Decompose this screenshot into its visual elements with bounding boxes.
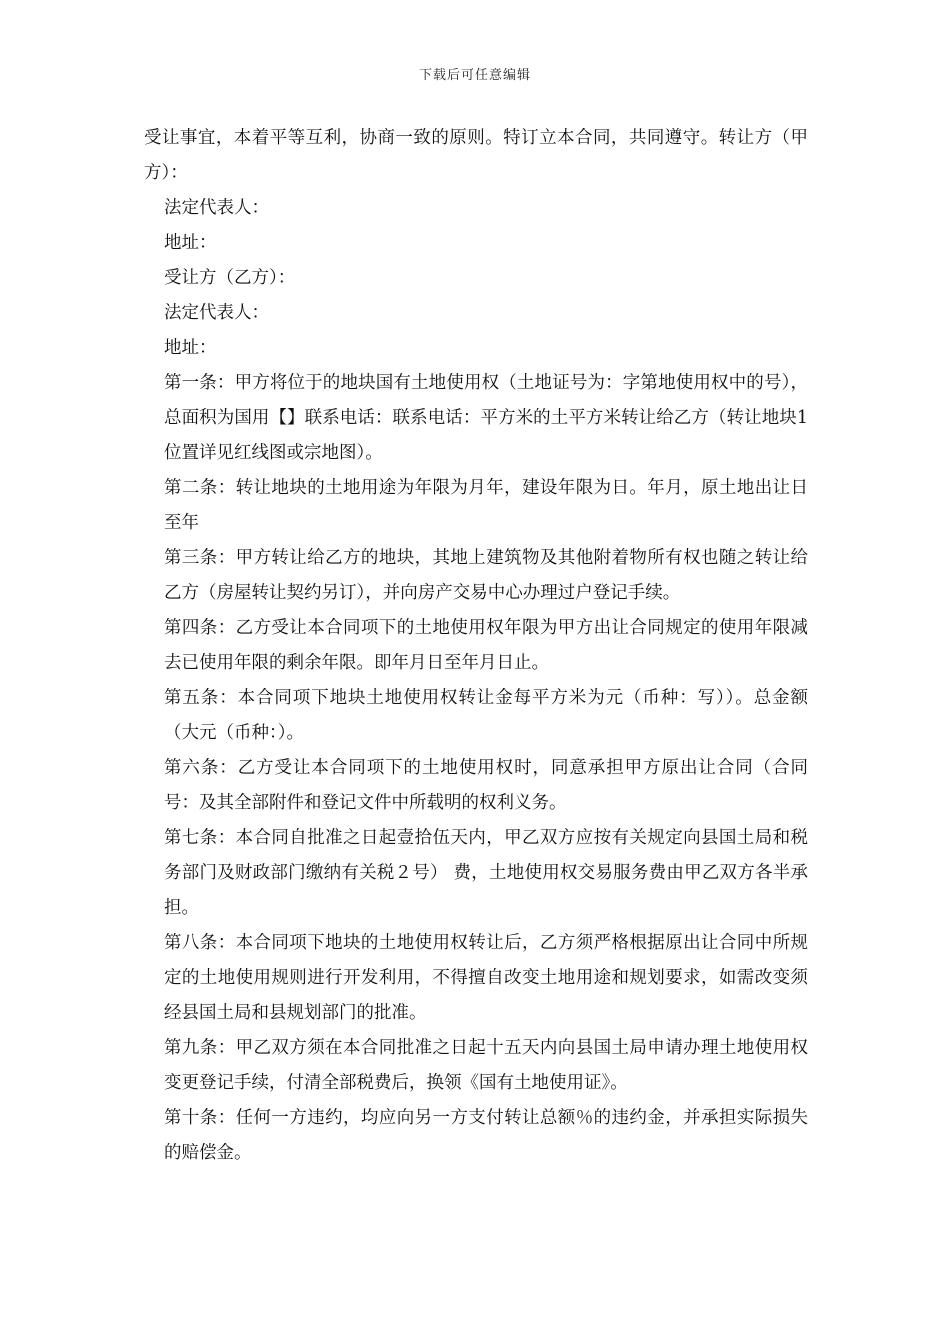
contract-body	[144, 121, 808, 1171]
party-b-address: 地址：	[164, 338, 217, 358]
article-1: 第一条：甲方将位于的地块国有土地使用权（土地证号为：字第地使用权中的号），总面积为国用【】联系电话：联系电话：平方米的土平方米转让给乙方（转让地块1 位置详见红线图或宗地图）。	[164, 373, 808, 463]
article-4: 第四条：乙方受让本合同项下的土地使用权年限为甲方出让合同规定的使用年限减去已使用年限的剩余年限。即年月日至年月日止。	[164, 618, 808, 673]
party-b-legal-rep: 法定代表人：	[164, 303, 269, 323]
party-a-legal-rep: 法定代表人：	[164, 198, 269, 218]
party-b-label: 受让方（乙方）：	[164, 268, 296, 288]
article-10: 第十条：任何一方违约，均应向另一方支付转让总额％的违约金，并承担实际损失的赔偿金。	[164, 1108, 808, 1163]
article-3: 第三条：甲方转让给乙方的地块，其地上建筑物及其他附着物所有权也随之转让给乙方（房屋转让契约另订），并向房产交易中心办理过户登记手续。	[164, 548, 808, 603]
article-5: 第五条：本合同项下地块土地使用权转让金每平方米为元（币种：写））。总金额（大元（币种：）。	[164, 688, 808, 743]
page-header-note: 下载后可任意编辑	[418, 68, 531, 83]
preamble-paragraph: 受让事宜，本着平等互利，协商一致的原则。特订立本合同，共同遵守。转让方（甲方）：	[144, 128, 808, 183]
article-7: 第七条：本合同自批准之日起壹拾伍天内，甲乙双方应按有关规定向县国土局和税务部门及财政部门缴纳有关税２号） 费，土地使用权交易服务费由甲乙双方各半承担。	[164, 828, 808, 918]
article-2: 第二条：转让地块的土地用途为年限为月年，建设年限为日。年月，原土地出让日至年	[164, 478, 808, 533]
article-8: 第八条：本合同项下地块的土地使用权转让后，乙方须严格根据原出让合同中所规定的土地使用规则进行开发利用，不得擅自改变土地用途和规划要求，如需改变须经县国土局和县规划部门的批准。	[164, 933, 808, 1023]
article-6: 第六条：乙方受让本合同项下的土地使用权时，同意承担甲方原出让合同（合同号：及其全部附件和登记文件中所载明的权利义务。	[164, 758, 808, 813]
party-a-address: 地址：	[164, 233, 217, 253]
article-9: 第九条：甲乙双方须在本合同批准之日起十五天内向县国土局申请办理土地使用权变更登记手续，付清全部税费后，换领《国有土地使用证》。	[164, 1038, 808, 1093]
